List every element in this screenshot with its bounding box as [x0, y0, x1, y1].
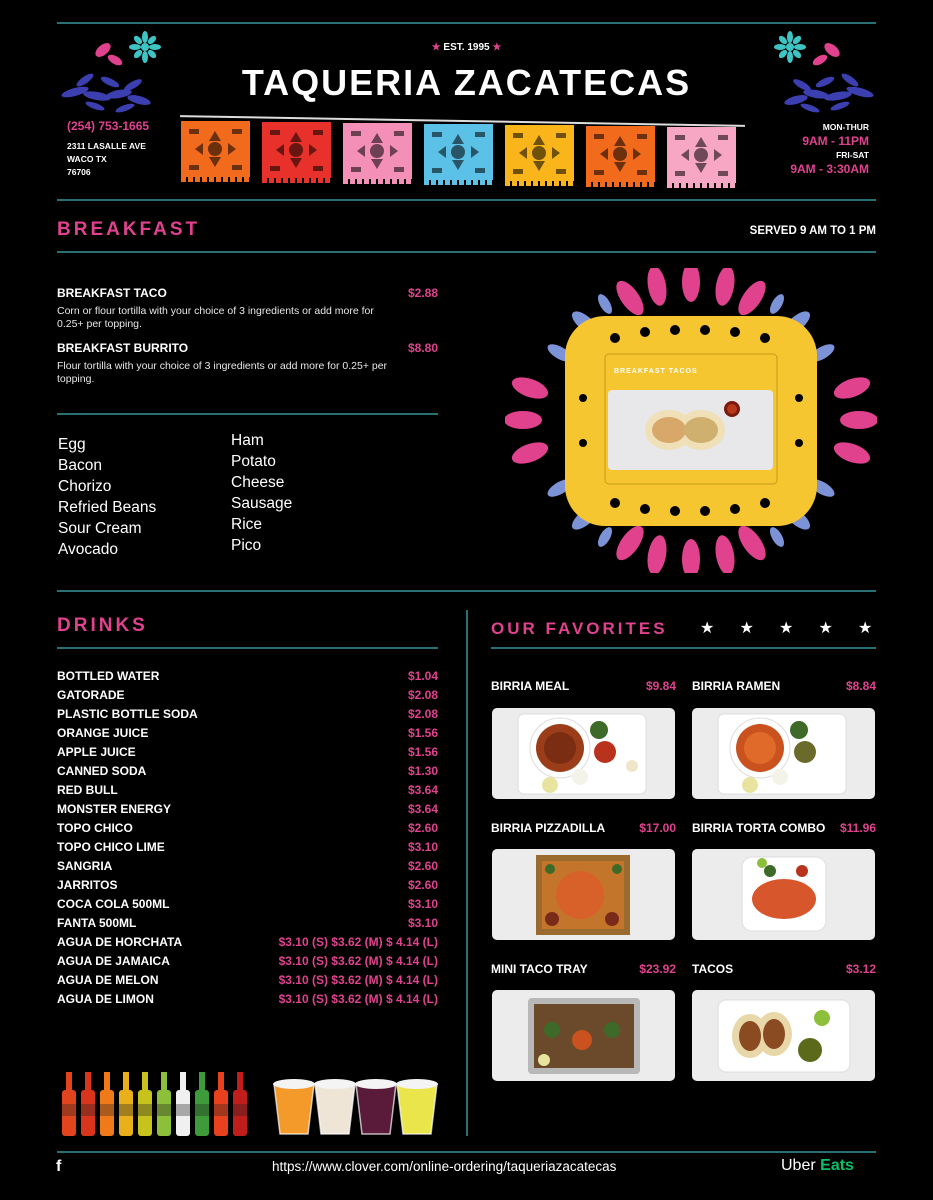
- bottle-icon: [157, 1072, 171, 1136]
- breakfast-item-desc: Flour tortilla with your choice of 3 ingredients or add more for 0.25+ per topping.: [57, 360, 388, 385]
- drink-row: [57, 669, 438, 688]
- breakfast-served-hours: SERVED 9 AM TO 1 PM: [749, 225, 876, 237]
- ingredient: Ham: [231, 432, 264, 449]
- favorite-name: MINI TACO TRAY: [491, 962, 588, 976]
- ingredient: Chorizo: [58, 478, 112, 495]
- ingredient: Avocado: [58, 541, 119, 558]
- drink-name: JARRITOS: [57, 878, 118, 892]
- drink-row: [57, 878, 438, 897]
- favorite-name: BIRRIA TORTA COMBO: [692, 821, 826, 835]
- favorite-price: $17.00: [639, 821, 676, 835]
- address-line: 76706: [67, 167, 91, 177]
- ingredient: Refried Beans: [58, 499, 157, 516]
- drink-row: [57, 745, 438, 764]
- ingredients-divider: [57, 413, 438, 415]
- drink-price: $3.10: [407, 897, 438, 911]
- cup-icon: [396, 1079, 438, 1134]
- favorite-price: $8.84: [845, 679, 876, 693]
- drink-row: [57, 935, 438, 954]
- breakfast-item-name: BREAKFAST BURRITO: [57, 341, 189, 355]
- favorite-name: BIRRIA PIZZADILLA: [491, 821, 606, 835]
- ingredient: Pico: [231, 537, 262, 554]
- drinks-illustration: [58, 1058, 438, 1138]
- facebook-icon[interactable]: f: [56, 1158, 62, 1175]
- drink-price: $2.60: [407, 878, 438, 892]
- ingredient: Rice: [231, 516, 263, 533]
- star-icon: ★: [700, 620, 715, 637]
- bottle-icon: [119, 1072, 133, 1136]
- favorite-photo: [692, 990, 875, 1081]
- est-text: EST. 1995: [443, 42, 490, 53]
- drink-name: FANTA 500ML: [57, 916, 137, 930]
- eats-text: Eats: [820, 1157, 854, 1174]
- drink-price: $3.64: [407, 802, 438, 816]
- breakfast-item: [57, 341, 438, 386]
- drink-name: GATORADE: [57, 688, 125, 702]
- address-line: WACO TX: [67, 154, 107, 164]
- drink-price: $1.56: [407, 745, 438, 759]
- bottle-icon: [138, 1072, 152, 1136]
- favorite-photo: [492, 990, 675, 1081]
- breakfast-item-name: BREAKFAST TACO: [57, 286, 167, 300]
- opening-hours: [790, 120, 869, 176]
- ingredient: Potato: [231, 453, 276, 470]
- drink-price: $1.56: [407, 726, 438, 740]
- uber-text: Uber: [781, 1157, 816, 1174]
- favorite-price: $11.96: [839, 821, 876, 835]
- top-divider: [57, 22, 876, 24]
- breakfast-item-price: $2.88: [407, 286, 438, 300]
- hours-time: 9AM - 11PM: [802, 134, 869, 148]
- restaurant-title: TAQUERIA ZACATECAS: [241, 62, 692, 103]
- drink-row: [57, 726, 438, 745]
- drink-name: AGUA DE JAMAICA: [57, 954, 170, 968]
- ingredients-column: [231, 430, 292, 556]
- column-divider: [466, 610, 468, 1136]
- papel-picado-flag: [343, 123, 412, 184]
- drink-price: $2.60: [407, 821, 438, 835]
- drink-name: AGUA DE HORCHATA: [57, 935, 183, 949]
- breakfast-item: [57, 286, 438, 331]
- online-ordering-link[interactable]: https://www.clover.com/online-ordering/taqueriazacatecas: [272, 1159, 617, 1174]
- drink-name: APPLE JUICE: [57, 745, 136, 759]
- drink-name: MONSTER ENERGY: [57, 802, 172, 816]
- favorite-photo: [692, 708, 875, 799]
- ingredient: Sour Cream: [58, 520, 142, 537]
- star-icon: ★: [492, 42, 502, 53]
- drink-price: $3.10 (S) $3.62 (M) $ 4.14 (L): [278, 954, 438, 968]
- favorite-price: $9.84: [645, 679, 676, 693]
- bottle-icon: [214, 1072, 228, 1136]
- cup-icon: [314, 1079, 356, 1134]
- favorites-title: OUR FAVORITES: [491, 619, 668, 638]
- drink-row: [57, 707, 438, 726]
- cup-icon: [273, 1079, 315, 1134]
- bottle-icon: [81, 1072, 95, 1136]
- bottle-icon: [62, 1072, 76, 1136]
- drink-price: $3.64: [407, 783, 438, 797]
- drink-row: [57, 802, 438, 821]
- drink-price: $3.10: [407, 840, 438, 854]
- star-icon: ★: [858, 620, 873, 637]
- drink-price: $3.10 (S) $3.62 (M) $ 4.14 (L): [278, 935, 438, 949]
- footer-divider: [57, 1151, 876, 1153]
- favorite-price: $23.92: [639, 962, 676, 976]
- breakfast-floral-frame: [505, 268, 877, 573]
- phone-number[interactable]: (254) 753-1665: [67, 119, 150, 133]
- drink-name: TOPO CHICO: [57, 821, 133, 835]
- floral-ornament-right: [770, 30, 880, 115]
- floral-ornament-left: [55, 30, 165, 115]
- drink-price: $3.10 (S) $3.62 (M) $ 4.14 (L): [278, 992, 438, 1006]
- papel-picado-flag: [424, 124, 493, 185]
- drink-price: $2.60: [407, 859, 438, 873]
- papel-picado-flag: [667, 127, 736, 188]
- drink-name: PLASTIC BOTTLE SODA: [57, 707, 198, 721]
- star-icon: ★: [779, 620, 794, 637]
- ingredient: Sausage: [231, 495, 293, 512]
- star-icon: ★: [739, 620, 754, 637]
- favorite-price: $3.12: [845, 962, 876, 976]
- hours-days: FRI-SAT: [836, 150, 869, 160]
- favorite-name: TACOS: [692, 962, 734, 976]
- breakfast-item-desc: Corn or flour tortilla with your choice of 3 ingredients or add more for 0.25+ per topping.: [57, 305, 374, 330]
- favorites-divider: [491, 647, 876, 649]
- drink-row: [57, 973, 438, 992]
- bottle-icon: [233, 1072, 247, 1136]
- cup-icon: [355, 1079, 397, 1134]
- hours-time: 9AM - 3:30AM: [790, 162, 869, 176]
- papel-picado-flag: [262, 122, 331, 183]
- drink-row: [57, 688, 438, 707]
- drink-row: [57, 916, 438, 935]
- hours-days: MON-THUR: [822, 122, 869, 132]
- header-divider: [57, 199, 876, 201]
- drink-name: AGUA DE MELON: [57, 973, 159, 987]
- drink-name: CANNED SODA: [57, 764, 147, 778]
- breakfast-item-price: $8.80: [407, 341, 438, 355]
- favorite-photo: [492, 708, 675, 799]
- drink-price: $2.08: [407, 688, 438, 702]
- drinks-divider: [57, 647, 438, 649]
- ingredient: Bacon: [58, 457, 102, 474]
- drink-name: TOPO CHICO LIME: [57, 840, 165, 854]
- favorite-photo: [692, 849, 875, 940]
- breakfast-divider: [57, 251, 876, 253]
- ingredient: Egg: [58, 436, 86, 453]
- bottle-icon: [176, 1072, 190, 1136]
- star-icon: ★: [818, 620, 833, 637]
- bottle-icon: [100, 1072, 114, 1136]
- papel-picado-flag: [181, 121, 250, 182]
- drinks-title: DRINKS: [57, 615, 148, 636]
- drink-name: COCA COLA 500ML: [57, 897, 170, 911]
- breakfast-photo-label: BREAKFAST TACOS: [614, 368, 698, 375]
- drink-row: [57, 859, 438, 878]
- address: [67, 140, 146, 179]
- drink-row: [57, 992, 438, 1011]
- address-line: 2311 LASALLE AVE: [67, 141, 146, 151]
- favorite-name: BIRRIA RAMEN: [692, 679, 781, 693]
- drink-row: [57, 764, 438, 783]
- drink-row: [57, 783, 438, 802]
- drink-price: $1.04: [407, 669, 438, 683]
- uber-eats-logo[interactable]: [781, 1157, 854, 1175]
- drink-row: [57, 840, 438, 859]
- ingredients-column: [58, 434, 156, 560]
- drink-name: AGUA DE LIMON: [57, 992, 154, 1006]
- drink-row: [57, 897, 438, 916]
- drink-name: SANGRIA: [57, 859, 113, 873]
- mid-divider: [57, 590, 876, 592]
- drink-name: RED BULL: [57, 783, 118, 797]
- drink-row: [57, 954, 438, 973]
- breakfast-title: BREAKFAST: [57, 219, 201, 240]
- star-icon: ★: [431, 42, 441, 53]
- drink-name: BOTTLED WATER: [57, 669, 160, 683]
- papel-picado-flag: [586, 126, 655, 187]
- drink-price: $3.10: [407, 916, 438, 930]
- favorite-name: BIRRIA MEAL: [491, 679, 570, 693]
- drink-price: $3.10 (S) $3.62 (M) $ 4.14 (L): [278, 973, 438, 987]
- drink-name: ORANGE JUICE: [57, 726, 149, 740]
- drink-price: $1.30: [407, 764, 438, 778]
- favorite-photo: [492, 849, 675, 940]
- bottle-icon: [195, 1072, 209, 1136]
- papel-picado-flag: [505, 125, 574, 186]
- est-badge: [400, 42, 533, 53]
- drink-price: $2.08: [407, 707, 438, 721]
- ingredient: Cheese: [231, 474, 285, 491]
- drink-row: [57, 821, 438, 840]
